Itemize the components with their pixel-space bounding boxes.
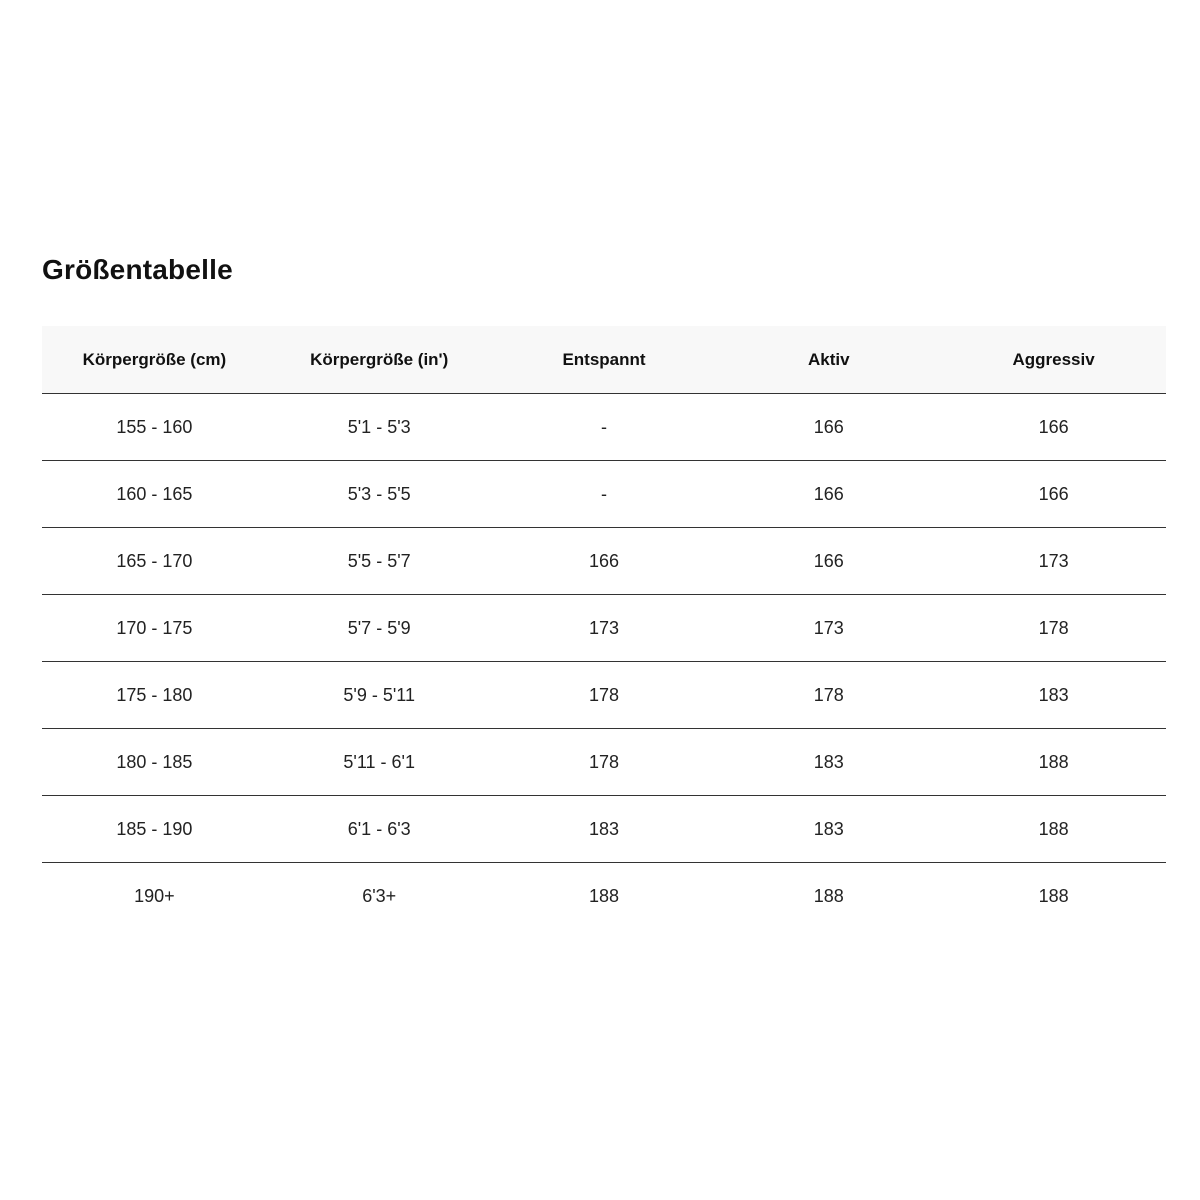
table-row bbox=[42, 796, 1166, 863]
cell-aggressive: 178 bbox=[941, 595, 1166, 662]
cell-active: 166 bbox=[716, 461, 941, 528]
cell-height-in: 6'1 - 6'3 bbox=[267, 796, 492, 863]
table-row bbox=[42, 394, 1166, 461]
cell-aggressive: 173 bbox=[941, 528, 1166, 595]
table-row bbox=[42, 595, 1166, 662]
cell-active: 173 bbox=[716, 595, 941, 662]
table-row bbox=[42, 729, 1166, 796]
cell-aggressive: 188 bbox=[941, 729, 1166, 796]
cell-aggressive: 188 bbox=[941, 796, 1166, 863]
cell-height-cm: 175 - 180 bbox=[42, 662, 267, 729]
cell-active: 183 bbox=[716, 729, 941, 796]
table-row bbox=[42, 863, 1166, 930]
header-relaxed: Entspannt bbox=[492, 326, 717, 394]
cell-active: 166 bbox=[716, 528, 941, 595]
cell-height-cm: 160 - 165 bbox=[42, 461, 267, 528]
cell-height-cm: 180 - 185 bbox=[42, 729, 267, 796]
cell-active: 178 bbox=[716, 662, 941, 729]
size-chart-table bbox=[42, 326, 1166, 929]
cell-height-in: 5'11 - 6'1 bbox=[267, 729, 492, 796]
header-height-in: Körpergröße (in') bbox=[267, 326, 492, 394]
header-active: Aktiv bbox=[716, 326, 941, 394]
table-row bbox=[42, 528, 1166, 595]
cell-height-cm: 155 - 160 bbox=[42, 394, 267, 461]
cell-active: 188 bbox=[813, 885, 844, 906]
page-title: Größentabelle bbox=[42, 254, 233, 285]
table-row bbox=[42, 461, 1166, 528]
cell-height-in: 5'3 - 5'5 bbox=[267, 461, 492, 528]
header-aggressive: Aggressiv bbox=[941, 326, 1166, 394]
cell-aggressive: 166 bbox=[941, 394, 1166, 461]
cell-relaxed: - bbox=[492, 461, 717, 528]
cell-active: 166 bbox=[716, 394, 941, 461]
cell-height-cm: 165 - 170 bbox=[42, 528, 267, 595]
cell-relaxed: 166 bbox=[492, 528, 717, 595]
cell-height-cm: 185 - 190 bbox=[42, 796, 267, 863]
cell-aggressive: 188 bbox=[1038, 885, 1069, 906]
cell-relaxed: 178 bbox=[492, 729, 717, 796]
cell-relaxed: 188 bbox=[588, 885, 620, 906]
cell-height-in: 5'9 - 5'11 bbox=[267, 662, 492, 729]
cell-height-cm: 170 - 175 bbox=[42, 595, 267, 662]
cell-height-cm: 190+ bbox=[134, 885, 175, 906]
cell-height-in: 5'7 - 5'9 bbox=[267, 595, 492, 662]
cell-relaxed: 178 bbox=[492, 662, 717, 729]
cell-active: 183 bbox=[716, 796, 941, 863]
header-height-cm: Körpergröße (cm) bbox=[42, 326, 267, 394]
cell-aggressive: 166 bbox=[941, 461, 1166, 528]
cell-relaxed: 173 bbox=[492, 595, 717, 662]
table-header-row bbox=[42, 326, 1166, 394]
cell-height-in: 6'3+ bbox=[362, 885, 397, 906]
cell-relaxed: - bbox=[492, 394, 717, 461]
cell-height-in: 5'5 - 5'7 bbox=[267, 528, 492, 595]
table-row bbox=[42, 662, 1166, 729]
cell-relaxed: 183 bbox=[492, 796, 717, 863]
cell-aggressive: 183 bbox=[941, 662, 1166, 729]
cell-height-in: 5'1 - 5'3 bbox=[267, 394, 492, 461]
